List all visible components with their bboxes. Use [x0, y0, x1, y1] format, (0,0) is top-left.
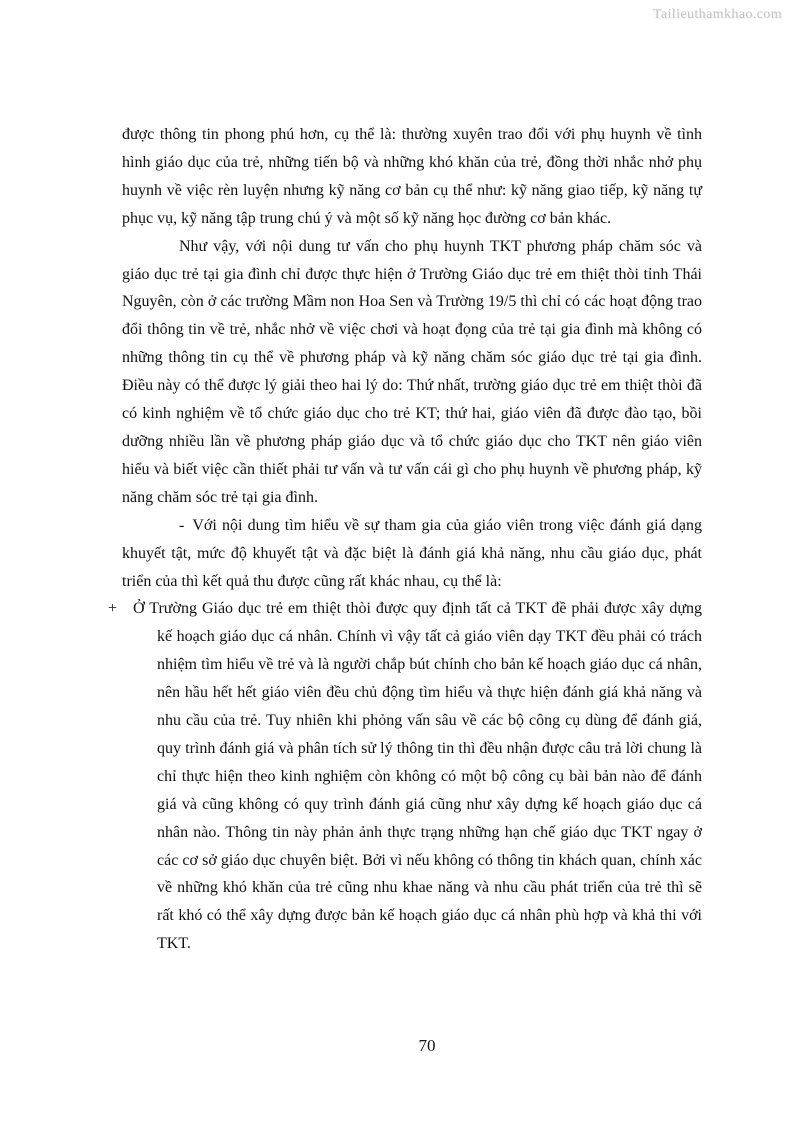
paragraph-body: Như vậy, với nội dung tư vấn cho phụ huynh TKT phương pháp chăm sóc và giáo dục trẻ tại gia đình chỉ được thực hiện ở Trường Giáo dục trẻ em thiệt thòi tỉnh Thái Nguyên, còn ở các trường Mầm non Hoa Sen và Trường 19/5 thì chỉ có các hoạt động trao đổi thông tin về trẻ, nhắc nhở về việc chơi và hoạt đọng của trẻ tại gia đình mà không có những thông tin cụ thể về phương pháp và kỹ năng chăm sóc giáo dục trẻ tại gia đình. Điều này có thể được lý giải theo hai lý do: Thứ nhất, trường giáo dục trẻ em thiệt thòi đã có kinh nghiệm về tổ chức giáo dục cho trẻ KT; thứ hai, giáo viên đã được đào tạo, bồi dưỡng nhiều lần về phương pháp giáo dục và tổ chức giáo dục cho TKT nên giáo viên hiểu và biết việc cần thiết phải tư vấn và tư vấn cái gì cho phụ huynh về phương pháp, kỹ năng chăm sóc trẻ tại gia đình. [122, 237, 702, 506]
paragraph-continuation: được thông tin phong phú hơn, cụ thể là: thường xuyên trao đổi với phụ huynh về tình hình giáo dục của trẻ, những tiến bộ và những khó khăn của trẻ, đồng thời nhắc nhở phụ huynh về việc rèn luyện nhưng kỹ năng cơ bản cụ thể như: kỹ năng giao tiếp, kỹ năng tự phục vụ, kỹ năng tập trung chú ý và một số kỹ năng học đường cơ bản khác. [122, 126, 702, 227]
list-item-plus [108, 595, 702, 958]
list-item-dash-text: Với nội dung tìm hiểu về sự tham gia của giáo viên trong việc đánh giá dạng khuyết tật, mức độ khuyết tật và đặc biệt là đánh giá khả năng, nhu cầu giáo dục, phát triển của thì kết quả thu được cũng rất khác nhau, cụ thể là: [122, 516, 702, 590]
page-body [108, 121, 702, 958]
list-item-dash [122, 512, 702, 596]
page-number: 70 [418, 1036, 436, 1055]
dash-bullet: - [179, 516, 185, 534]
list-item-plus-text: Ở Trường Giáo dục trẻ em thiệt thòi được quy định tất cả TKT đề phải được xây dựng kế hoạch giáo dục cá nhân. Chính vì vậy tất cả giáo viên dạy TKT đều phải có trách nhiệm tìm hiểu về trẻ và là người chắp bút chính cho bản kế hoạch giáo dục cá nhân, nên hầu hết hết giáo viên đều chủ động tìm hiểu và thực hiện đánh giá khả năng và nhu cầu của trẻ. Tuy nhiên khi phỏng vấn sâu về các bộ công cụ dùng để đánh giá, quy trình đánh giá và phân tích sử lý thông tin thì đều nhận được câu trả lời chung là chỉ thực hiện theo kinh nghiệm còn không có một bộ công cụ bài bản nào để đánh giá và cũng không có quy trình đánh giá cũng như xây dựng kế hoạch giáo dục cá nhân nào. Thông tin này phản ảnh thực trạng những hạn chế giáo dục TKT ngay ở các cơ sở giáo dục chuyên biệt. Bởi vì nếu không có thông tin khách quan, chính xác về những khó khăn của trẻ cũng nhu khae năng và nhu cầu phát triển của trẻ thì sẽ rất khó có thể xây dựng được bản kế hoạch giáo dục cá nhân phù hợp và khả thi với TKT. [133, 600, 702, 953]
watermark-text: Tailieuthamkhao.com [652, 7, 782, 22]
plus-bullet: + [108, 600, 118, 618]
